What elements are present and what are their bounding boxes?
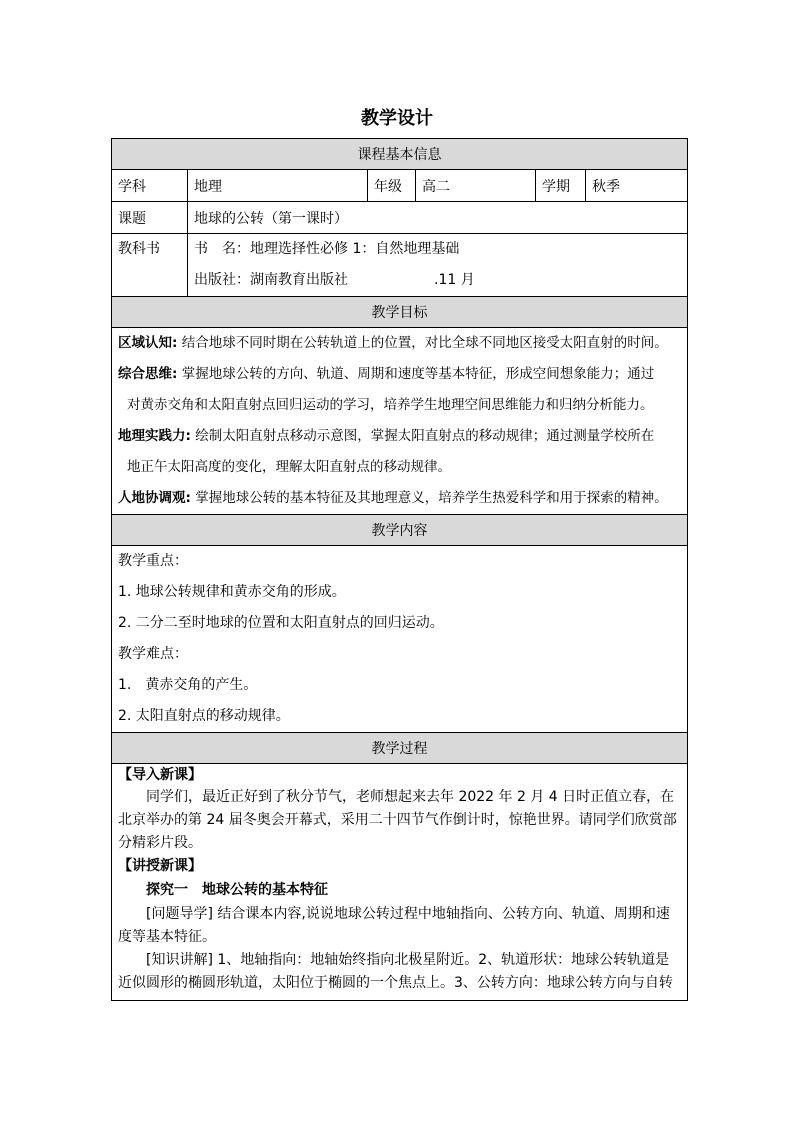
book-name: 地理选择性必修 1：自然地理基础	[250, 241, 460, 257]
textbook-info	[188, 234, 688, 297]
book-name-prefix: 书 名：	[194, 241, 250, 257]
term-label: 学期	[536, 170, 586, 202]
process-body	[112, 764, 688, 1001]
goal-item	[118, 359, 681, 421]
goal-continuation: 对黄赤交角和太阳直射点回归运动的学习，培养学生地理空间思维能力和归纳分析能力。	[127, 397, 654, 413]
goal-item	[118, 328, 681, 359]
publish-date: .11 月	[434, 272, 475, 288]
goal-item	[118, 421, 681, 483]
textbook-label: 教科书	[112, 234, 188, 297]
knowledge-paragraph: [知识讲解] 1、地轴指向：地轴始终指向北极星附近。2、轨道形状：地球公转轨道是近似圆形的椭圆形轨道，太阳位于椭圆的一个焦点上。3、公转方向：地球公转方向与自转	[118, 952, 673, 991]
key-point-item: 2. 二分二至时地球的位置和太阳直射点的回归运动。	[118, 615, 444, 631]
content-header: 教学内容	[112, 515, 688, 546]
goals-body	[112, 328, 688, 515]
key-point-item: 1. 地球公转规律和黄赤交角的形成。	[118, 584, 346, 600]
goal-item	[118, 483, 681, 514]
topic-value: 地球的公转（第一课时）	[188, 202, 688, 234]
subject-label: 学科	[112, 170, 188, 202]
goal-text: 结合地球不同时期在公转轨道上的位置，对比全球不同地区接受太阳直射的时间。	[177, 335, 668, 351]
intro-paragraph: 同学们，最近正好到了秋分节气，老师想起来去年 2022 年 2 月 4 日时正值立春，在北京举办的第 24 届冬奥会开幕式，采用二十四节气作倒计时，惊艳世界。请同学们欣赏部分精彩片段。	[118, 789, 677, 851]
grade-value: 高二	[416, 170, 536, 202]
publisher-prefix: 出版社：	[194, 272, 250, 288]
term-value: 秋季	[586, 170, 688, 202]
goal-lead: 综合思维:	[118, 366, 178, 382]
topic-label: 课题	[112, 202, 188, 234]
goals-header: 教学目标	[112, 297, 688, 328]
goal-lead: 地理实践力:	[118, 428, 191, 444]
difficult-point-item: 1. 黄赤交角的产生。	[118, 677, 258, 693]
book-name-line	[194, 234, 681, 265]
publisher-name: 湖南教育出版社	[250, 272, 348, 288]
key-points-label: 教学重点：	[118, 553, 188, 569]
process-header: 教学过程	[112, 733, 688, 764]
grade-label: 年级	[368, 170, 416, 202]
goal-text: 掌握地球公转的方向、轨道、周期和速度等基本特征，形成空间想象能力；通过	[177, 366, 655, 382]
teach-heading: 【讲授新课】	[118, 858, 202, 874]
subject-value: 地理	[188, 170, 368, 202]
goal-continuation: 地正午太阳高度的变化，理解太阳直射点的移动规律。	[127, 459, 451, 475]
difficult-points-label: 教学难点：	[118, 646, 188, 662]
intro-heading: 【导入新课】	[118, 767, 202, 783]
difficult-point-item: 2. 太阳直射点的移动规律。	[118, 708, 290, 724]
basic-info-header: 课程基本信息	[112, 139, 688, 170]
lesson-plan-table	[111, 138, 688, 1001]
goal-lead: 人地协调观:	[118, 490, 191, 506]
content-body	[112, 546, 688, 733]
goal-text: 绘制太阳直射点移动示意图，掌握太阳直射点的移动规律；通过测量学校所在	[190, 428, 655, 444]
publisher-line	[194, 265, 681, 296]
guide-paragraph: [问题导学] 结合课本内容,说说地球公转过程中地轴指向、公转方向、轨道、周期和速度等基本特征。	[118, 906, 670, 945]
explore-title: 探究一 地球公转的基本特征	[146, 882, 328, 898]
page-title: 教学设计	[361, 108, 433, 129]
goal-lead: 区域认知:	[118, 335, 178, 351]
goal-text: 掌握地球公转的基本特征及其地理意义，培养学生热爱科学和用于探索的精神。	[190, 490, 668, 506]
